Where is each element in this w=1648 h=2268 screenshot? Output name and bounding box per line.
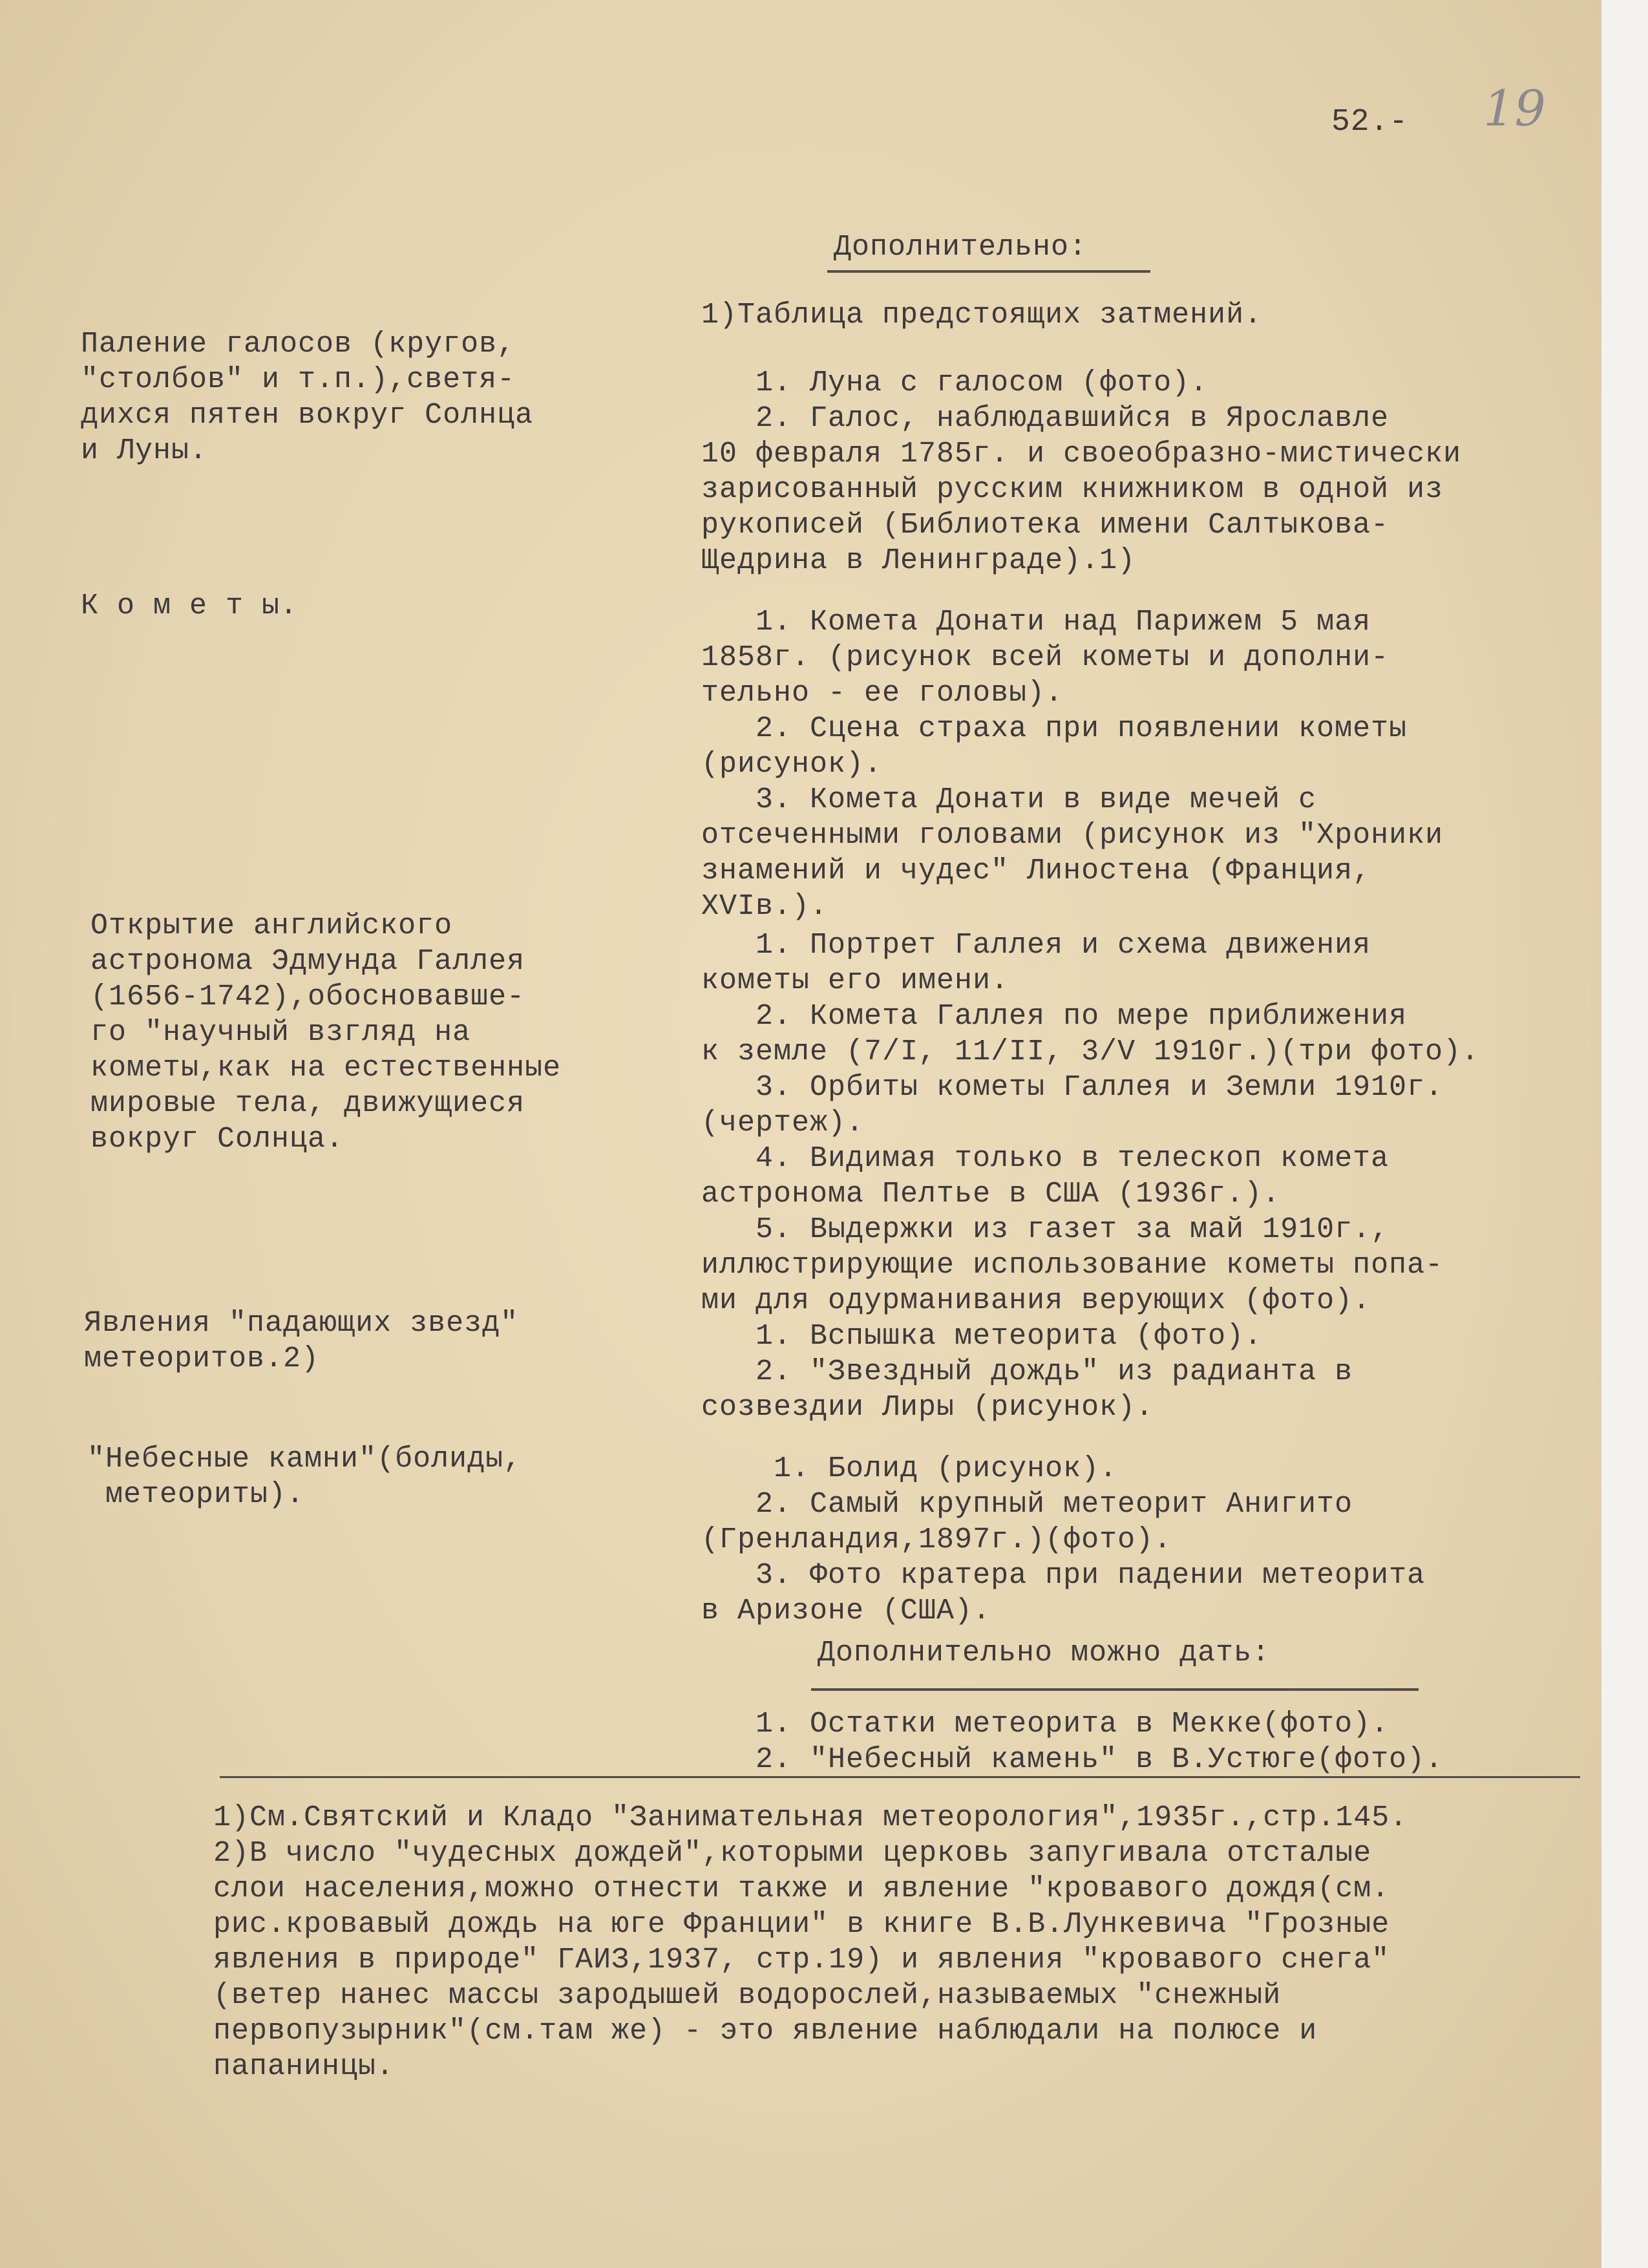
right-halos-item-line: зарисованный русским книжником в одной из: [701, 473, 1444, 506]
scan-background-edge: [1601, 0, 1648, 2268]
right-halos-item-line: рукописей (Библиотека имени Салтыкова-: [701, 509, 1389, 542]
footnote-line: 1)См.Святский и Кладо "Занимательная метеорология",1935г.,стр.145.: [213, 1801, 1408, 1834]
right-halley-item-line: 1. Портрет Галлея и схема движения: [701, 929, 1371, 962]
handwritten-page-number: 19: [1483, 79, 1546, 137]
left-halos-line: Паление галосов (кругов,: [81, 328, 516, 361]
right-halos-item-line: 1. Луна с галосом (фото).: [701, 366, 1209, 399]
left-halos-line: дихся пятен вокруг Солнца: [81, 399, 534, 432]
right-comets-item-line: тельно - ее головы).: [701, 677, 1064, 710]
extra-item: 1. Остатки метеорита в Мекке(фото).: [701, 1708, 1389, 1741]
right-halley-item-line: 4. Видимая только в телескоп комета: [701, 1142, 1389, 1175]
right-halley-item-line: к земле (7/I, 11/II, 3/V 1910г.)(три фото).: [701, 1035, 1480, 1068]
right-comets-item-line: 1858г. (рисунок всей кометы и дополни-: [701, 641, 1389, 674]
right-comets-item-line: 3. Комета Донати в виде мечей с: [701, 783, 1317, 816]
footnote-separator: [220, 1776, 1580, 1778]
right-halley-item-line: астронома Пелтье в США (1936г.).: [701, 1178, 1281, 1211]
footnote-line: слои населения,можно отнести также и явление "кровавого дождя(см.: [213, 1872, 1390, 1905]
right-meteors-item-line: 2. "Звездный дождь" из радианта в: [701, 1355, 1353, 1388]
left-stones-line: метеориты).: [87, 1478, 305, 1511]
right-stones-item-line: (Гренландия,1897г.)(фото).: [701, 1523, 1172, 1556]
left-halos-line: и Луны.: [81, 434, 208, 467]
footnote-line: рис.кровавый дождь на юге Франции" в книге В.В.Лункевича "Грозные: [213, 1908, 1390, 1941]
right-comets-item-line: отсеченными головами (рисунок из "Хроники: [701, 819, 1444, 852]
right-meteors-item-line: созвездии Лиры (рисунок).: [701, 1391, 1154, 1424]
footnote-line: (ветер нанес массы зародышей водорослей,называемых "снежный: [213, 1979, 1282, 2012]
footnote-line: первопузырник"(см.там же) - это явление наблюдали на полюсе и: [213, 2015, 1318, 2048]
page-number: 52.-: [1331, 105, 1409, 140]
left-halley-line: астронома Эдмунда Галлея: [90, 945, 525, 978]
right-halos-item-line: 2. Галос, наблюдавшийся в Ярославле: [701, 402, 1389, 435]
section-heading: Дополнительно:: [834, 231, 1088, 264]
right-halley-item-line: кометы его имени.: [701, 964, 1009, 997]
left-meteors-line: Явления "падающих звезд": [84, 1307, 519, 1340]
left-stones-line: "Небесные камни"(болиды,: [87, 1443, 522, 1476]
left-meteors-line: метеоритов.2): [84, 1342, 320, 1375]
left-comets-line: К о м е т ы.: [81, 589, 299, 622]
left-halley-line: вокруг Солнца.: [90, 1123, 344, 1156]
right-stones-item-line: в Аризоне (США).: [701, 1595, 991, 1627]
right-intro-line: 1)Таблица предстоящих затмений.: [701, 299, 1263, 332]
right-halley-item-line: 2. Комета Галлея по мере приближения: [701, 1000, 1408, 1033]
right-halley-item-line: ми для одурманивания верующих (фото).: [701, 1284, 1371, 1317]
right-halley-item-line: 3. Орбиты кометы Галлея и Земли 1910г.: [701, 1071, 1444, 1104]
right-comets-item-line: XVIв.).: [701, 890, 829, 923]
extra-item: 2. "Небесный камень" в В.Устюге(фото).: [701, 1743, 1444, 1776]
left-halley-line: кометы,как на естественные: [90, 1052, 562, 1085]
right-halos-item-line: Щедрина в Ленинграде).1): [701, 544, 1136, 577]
left-halley-line: (1656-1742),обосновавше-: [90, 980, 525, 1013]
footnote-line: 2)В число "чудесных дождей",которыми церковь запугивала отсталые: [213, 1837, 1372, 1870]
right-stones-item-line: 2. Самый крупный метеорит Анигито: [701, 1488, 1353, 1521]
right-comets-item-line: (рисунок).: [701, 748, 883, 781]
extra-heading-underline: [811, 1688, 1419, 1691]
right-meteors-item-line: 1. Вспышка метеорита (фото).: [701, 1320, 1263, 1353]
right-halley-item-line: (чертеж).: [701, 1107, 865, 1139]
footnote-line: папанинцы.: [213, 2050, 395, 2083]
left-halley-line: мировые тела, движущиеся: [90, 1087, 525, 1120]
heading-underline: [827, 270, 1150, 273]
right-stones-item-line: 1. Болид (рисунок).: [701, 1452, 1118, 1485]
left-halos-line: "столбов" и т.п.),светя-: [81, 363, 516, 396]
left-halley-line: го "научный взгляд на: [90, 1016, 471, 1049]
right-comets-item-line: 2. Сцена страха при появлении кометы: [701, 712, 1408, 745]
right-halley-item-line: 5. Выдержки из газет за май 1910г.,: [701, 1213, 1389, 1246]
footnote-line: явления в природе" ГАИЗ,1937, стр.19) и явления "кровавого снега": [213, 1944, 1390, 1977]
right-halley-item-line: иллюстрирующие использование кометы попа-: [701, 1249, 1444, 1282]
right-comets-item-line: 1. Комета Донати над Парижем 5 мая: [701, 606, 1371, 639]
right-comets-item-line: знамений и чудес" Линостена (Франция,: [701, 854, 1371, 887]
left-halley-line: Открытие английского: [90, 909, 453, 942]
right-stones-item-line: 3. Фото кратера при падении метеорита: [701, 1559, 1426, 1592]
extra-heading: Дополнительно можно дать:: [818, 1637, 1271, 1669]
right-halos-item-line: 10 февраля 1785г. и своеобразно-мистически: [701, 438, 1462, 471]
